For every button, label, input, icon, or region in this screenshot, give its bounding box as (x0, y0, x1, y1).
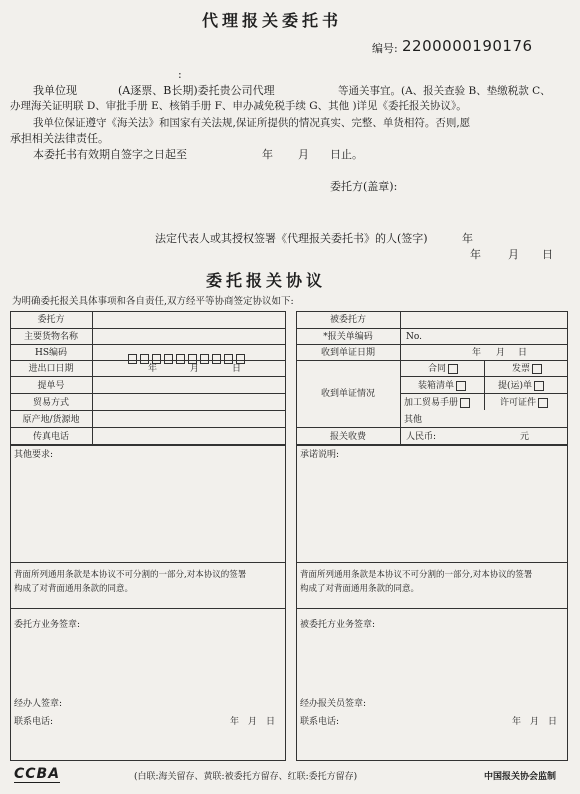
row-fax-phone: 传真电话 (32, 432, 69, 442)
sign-left-year: 年 (230, 717, 240, 727)
row-goods-name: 主要货物名称 (23, 332, 78, 342)
legal-rep-sign: 法定代表人或其授权签署《代理报关委托书》的人(签字) (155, 232, 428, 245)
doc-other: 其他 (404, 415, 423, 425)
validity-day: 日止。 (330, 148, 363, 161)
row-trade-mode: 贸易方式 (32, 398, 69, 408)
fee-unit: 元 (520, 432, 530, 442)
copies-note: (白联:海关留存、黄联:被委托方留存、红联:委托方留存) (134, 772, 358, 782)
sign-left-day: 日 (266, 717, 276, 727)
hs-code-boxes[interactable] (128, 348, 248, 367)
row-hs-code: HS编码 (34, 348, 67, 358)
receive-date-day: 日 (518, 348, 528, 358)
agent-handler-sign: 经办报关员签章: (300, 699, 367, 709)
proxy-title: 代理报关委托书 (202, 11, 343, 30)
principal-seal: 委托方(盖章): (330, 180, 398, 193)
terms-right-2: 构成了对背面通用条款的同意。 (300, 584, 420, 594)
validity-text: 本委托书有效期自签字之日起至 (33, 148, 187, 161)
agreement-intro: 为明确委托报关具体事项和各自责任,双方经平等协商签定协议如下: (12, 296, 294, 307)
license-checkbox[interactable] (538, 398, 548, 408)
sign-left-month: 月 (248, 717, 258, 727)
doc-contract[interactable]: 合同 (428, 363, 458, 375)
validity-month: 月 (298, 148, 309, 161)
proxy-date-day: 日 (542, 248, 553, 261)
doc-handbook[interactable]: 加工贸易手册 (404, 397, 470, 409)
receive-status-label: 收到单证情况 (320, 389, 375, 399)
sign-right-month: 月 (530, 717, 540, 727)
invoice-checkbox[interactable] (532, 364, 542, 374)
para1-intro: 我单位现 (33, 84, 77, 97)
number-label: 编号: (372, 42, 398, 55)
para1-mode: (A逐票、B长期)委托贵公司代理 (118, 84, 275, 97)
terms-left-1: 背面所列通用条款是本协议不可分割的一部分,对本协议的签署 (14, 570, 247, 580)
agreement-title: 委托报关协议 (206, 271, 327, 290)
doc-bill[interactable]: 提(运)单 (498, 380, 544, 392)
receive-date-month: 月 (496, 348, 506, 358)
doc-packing[interactable]: 装箱清单 (418, 380, 466, 392)
para2-line1: 我单位保证遵守《海关法》和国家有关法规,保证所提供的情况真实、完整、单货相符。否则,愿 (33, 117, 471, 129)
proxy-date-year: 年 (470, 248, 481, 261)
principal-lower-block (10, 445, 286, 761)
receive-date-label: 收到单证日期 (320, 348, 375, 358)
row-io-date: 进出口日期 (28, 364, 74, 374)
ccba-logo: CCBA (14, 766, 61, 782)
para2-line2: 承担相关法律责任。 (10, 132, 109, 145)
doc-invoice[interactable]: 发票 (512, 363, 542, 375)
legal-rep-year: 年 (462, 232, 473, 245)
receive-date-year: 年 (472, 348, 482, 358)
handler-sign: 经办人签章: (14, 699, 63, 709)
colon-mark: : (178, 68, 182, 81)
bill-checkbox[interactable] (534, 381, 544, 391)
packing-checkbox[interactable] (456, 381, 466, 391)
io-date-year: 年 (148, 364, 158, 374)
other-requirements: 其他要求: (14, 450, 54, 460)
io-date-month: 月 (190, 364, 200, 374)
row-origin: 原产地/货源地 (22, 415, 80, 425)
agent-label: 被委托方 (329, 315, 366, 325)
phone-left: 联系电话: (14, 717, 54, 727)
issuer-org: 中国报关协会监制 (484, 772, 557, 782)
handbook-checkbox[interactable] (460, 398, 470, 408)
commitment: 承诺说明: (300, 450, 340, 460)
terms-right-1: 背面所列通用条款是本协议不可分割的一部分,对本协议的签署 (300, 570, 533, 580)
row-principal: 委托方 (37, 315, 65, 325)
principal-sign: 委托方业务签章: (14, 620, 81, 630)
agent-sign: 被委托方业务签章: (300, 620, 376, 630)
sign-right-year: 年 (512, 717, 522, 727)
doc-license[interactable]: 许可证件 (500, 397, 548, 409)
io-date-day: 日 (232, 364, 242, 374)
phone-right: 联系电话: (300, 717, 340, 727)
document-number: 2200000190176 (402, 37, 533, 55)
terms-left-2: 构成了对背面通用条款的同意。 (14, 584, 134, 594)
para1-matters: 等通关事宜。(A、报关查验 B、垫缴税款 C、 (338, 85, 551, 97)
contract-checkbox[interactable] (448, 364, 458, 374)
proxy-date-month: 月 (508, 248, 519, 261)
fee-label: 报关收费 (329, 432, 366, 442)
agent-lower-block (296, 445, 568, 761)
fee-rmb: 人民币: (406, 432, 437, 442)
sign-right-day: 日 (548, 717, 558, 727)
decl-no-value: No. (406, 332, 422, 342)
validity-year: 年 (262, 148, 273, 161)
para1-line2: 办理海关证明联 D、审批手册 E、核销手册 F、申办减免税手续 G、其他 )详见《委托报关协议》。 (10, 100, 467, 112)
row-bill-no: 提单号 (37, 381, 65, 391)
decl-no-label: *报关单编码 (323, 332, 373, 342)
